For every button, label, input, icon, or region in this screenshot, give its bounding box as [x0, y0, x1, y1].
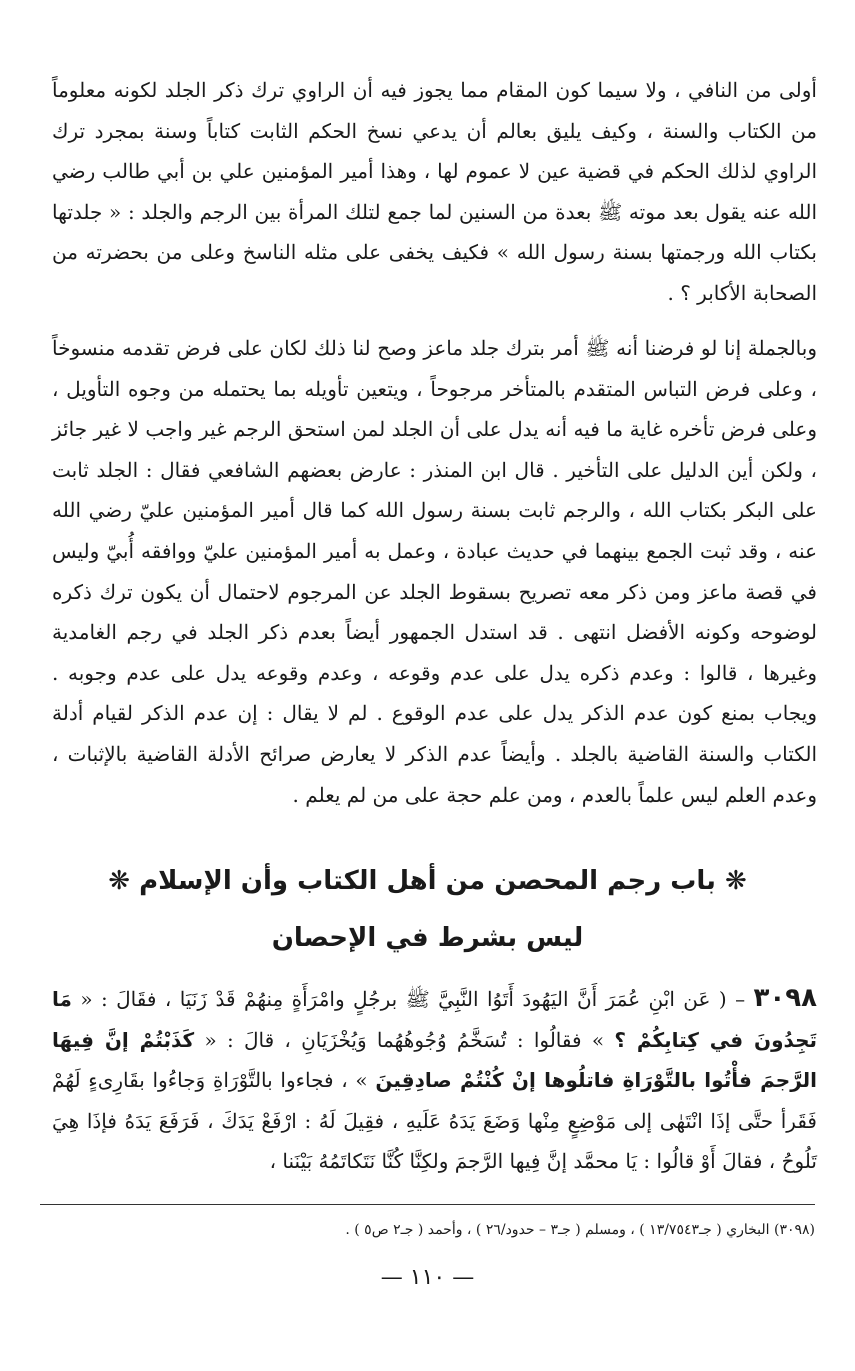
footnote: (٣٠٩٨) البخاري ( جـ١٣/٧٥٤٣ ) ، ومسلم ( جـ٣ – حدود/٢٦ ) ، وأحمد ( جـ٢ ص٥ ) . — [345, 1222, 815, 1238]
chapter-heading-line-2: ليس بشرط في الإحصان — [271, 923, 584, 953]
hadith-prophet-quote-1: مَا تَجِدُونَ في كِتابِكُمْ ؟ — [52, 987, 817, 1052]
hadith-prophet-quote-2: كَذَبْتُمْ إنَّ فِيهَا الرَّجمَ فأْتُوا بالتَّوْرَاةِ فاتلُوها إنْ كُنْتُمْ صادِقِينَ — [52, 1027, 817, 1093]
hadith-segment-2: » فقالُوا : تُسَخَّمُ وُجُوهُهُما وَيُخْزَيَانِ ، قالَ : « — [194, 1027, 615, 1052]
body-paragraph-2: وبالجملة إنا لو فرضنا أنه ﷺ أمر بترك جلد ماعز وصح لنا ذلك لكان على فرض تقدمه منسوخاً ، وعلى فرض التباس المتقدم بالمتأخر مرجوحاً ، ويتعين تأويله بما يحتمله من وجوه التأويل ، وعلى فرض تأخره غاية ما فيه أنه يدل على أن الجلد لمن استحق الرجم غير واجب لا غير جائز ، ولكن أين الدليل على التأخير . قال ابن المنذر : عارض بعضهم الشافعي فقال : الجلد ثابت على البكر بكتاب الله ، والرجم ثابت بسنة رسول الله كما قال أمير المؤمنين عليّ رضي الله عنه ، وقد ثبت الجمع بينهما في حديث عبادة ، وعمل به أمير المؤمنين عليّ ووافقه أُبيّ وليس في قصة ماعز ومن ذكر معه تصريح بسقوط الجلد عن المرجوم لاحتمال أن يكون ترك ذكره لوضوحه وكونه الأفضل انتهى . قد استدل الجمهور أيضاً بعدم ذكر الجلد في رجم الغامدية وغيرها ، قالوا : وعدم ذكره يدل على عدم وقوعه ، وعدم وقوعه يدل على عدم وجوبه . ويجاب بمنع كون عدم الذكر يدل على عدم الوقوع . لم لا يقال : إن عدم الذكر لقيام أدلة الكتاب والسنة القاضية بالجلد . وأيضاً عدم الذكر لا يعارض صرائح الأدلة القاضية بالإثبات ، وعدم العلم ليس علماً بالعدم ، ومن علم حجة على من لم يعلم . — [52, 336, 817, 807]
hadith-segment-3: » ، فجاءوا بالتَّوْرَاةِ وَجاءُوا بقَارِىءٍ لَهُمْ فَقَرأ حتَّى إذَا انْتَهٰى إلى مَوْضِعٍ مِنْها وَضَعَ يَدَهُ عَلَيهِ ، فقِيلَ لَهُ : ارْفَعْ يَدَكَ ، فَرَفَعَ يَدَهُ فإذَا هِيَ تَلُوحُ ، فقالَ أَوْ قالُوا : يَا محمَّد إنَّ فِيها الرَّجمَ ولكِنَّا كُنَّا نَتَكاتَمُهُ بَيْنَنا ، — [52, 1068, 817, 1174]
hadith-number: ٣٠٩٨ — [753, 983, 817, 1013]
hadith-segment-1: – ( عَن ابْنِ عُمَرَ أَنَّ اليَهُودَ أَتَوُا النَّبِيَّ ﷺ برجُلٍ وامْرَأَةٍ مِنهُمْ قَدْ زَنَيَا ، فقَالَ : « — [71, 987, 754, 1011]
page-number: — ١١٠ — — [380, 1265, 475, 1290]
hadith-text — [52, 978, 817, 1182]
footnote-divider — [40, 1204, 815, 1205]
body-paragraph-1: أولى من النافي ، ولا سيما كون المقام مما يجوز فيه أن الراوي ترك ذكر الجلد لكونه معلوماً من الكتاب والسنة ، وكيف يليق بعالم أن يدعي نسخ الحكم الثابت كتاباً وسنة بمجرد ترك الراوي لذلك الحكم في قضية عين لا عموم لها ، وهذا أمير المؤمنين علي بن أبي طالب رضي الله عنه يقول بعد موته ﷺ بعدة من السنين لما جمع لتلك المرأة بين الرجم والجلد : « جلدتها بكتاب الله ورجمتها بسنة رسول الله » فكيف يخفى على مثله الناسخ وعلى من بحضرته من الصحابة الأكابر ؟ . — [52, 78, 817, 305]
chapter-heading-line-1: ❋ باب رجم المحصن من أهل الكتاب وأن الإسلام ❋ — [108, 866, 747, 896]
